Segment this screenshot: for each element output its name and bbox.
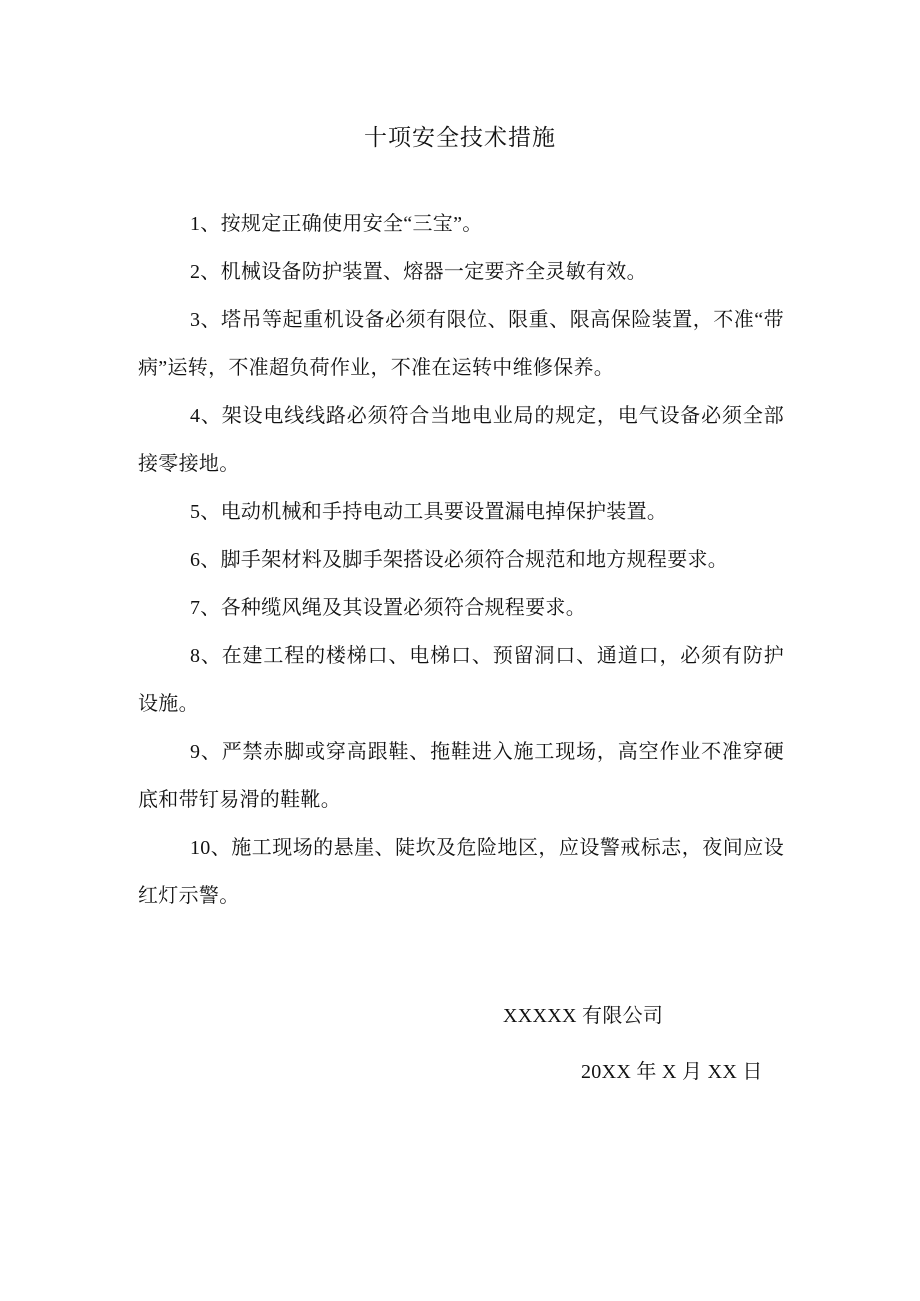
measure-item-10: 10、施工现场的悬崖、陡坎及危险地区，应设警戒标志，夜间应设红灯示警。 (138, 837, 784, 907)
measure-item-6: 6、脚手架材料及脚手架搭设必须符合规范和地方规程要求。 (190, 549, 729, 571)
measure-item-3: 3、塔吊等起重机设备必须有限位、限重、限高保险装置，不准“带病”运转，不准超负荷作业，不准在运转中维修保养。 (138, 309, 784, 379)
measure-item-8: 8、在建工程的楼梯口、电梯口、预留洞口、通道口，必须有防护设施。 (138, 645, 784, 715)
measure-item-4: 4、架设电线线路必须符合当地电业局的规定，电气设备必须全部接零接地。 (138, 405, 784, 475)
measure-item-2: 2、机械设备防护装置、熔器一定要齐全灵敏有效。 (190, 261, 647, 283)
signature-date: 20XX 年 X 月 XX 日 (581, 1061, 763, 1083)
measure-item-7: 7、各种缆风绳及其设置必须符合规程要求。 (190, 597, 586, 619)
document-title: 十项安全技术措施 (364, 125, 556, 150)
signature-company: XXXXX 有限公司 (503, 1005, 664, 1027)
measure-item-1: 1、按规定正确使用安全“三宝”。 (190, 213, 483, 235)
measures-list (138, 200, 784, 920)
measure-item-9: 9、严禁赤脚或穿高跟鞋、拖鞋进入施工现场，高空作业不准穿硬底和带钉易滑的鞋靴。 (138, 741, 784, 811)
measure-item-5: 5、电动机械和手持电动工具要设置漏电掉保护装置。 (190, 501, 668, 523)
